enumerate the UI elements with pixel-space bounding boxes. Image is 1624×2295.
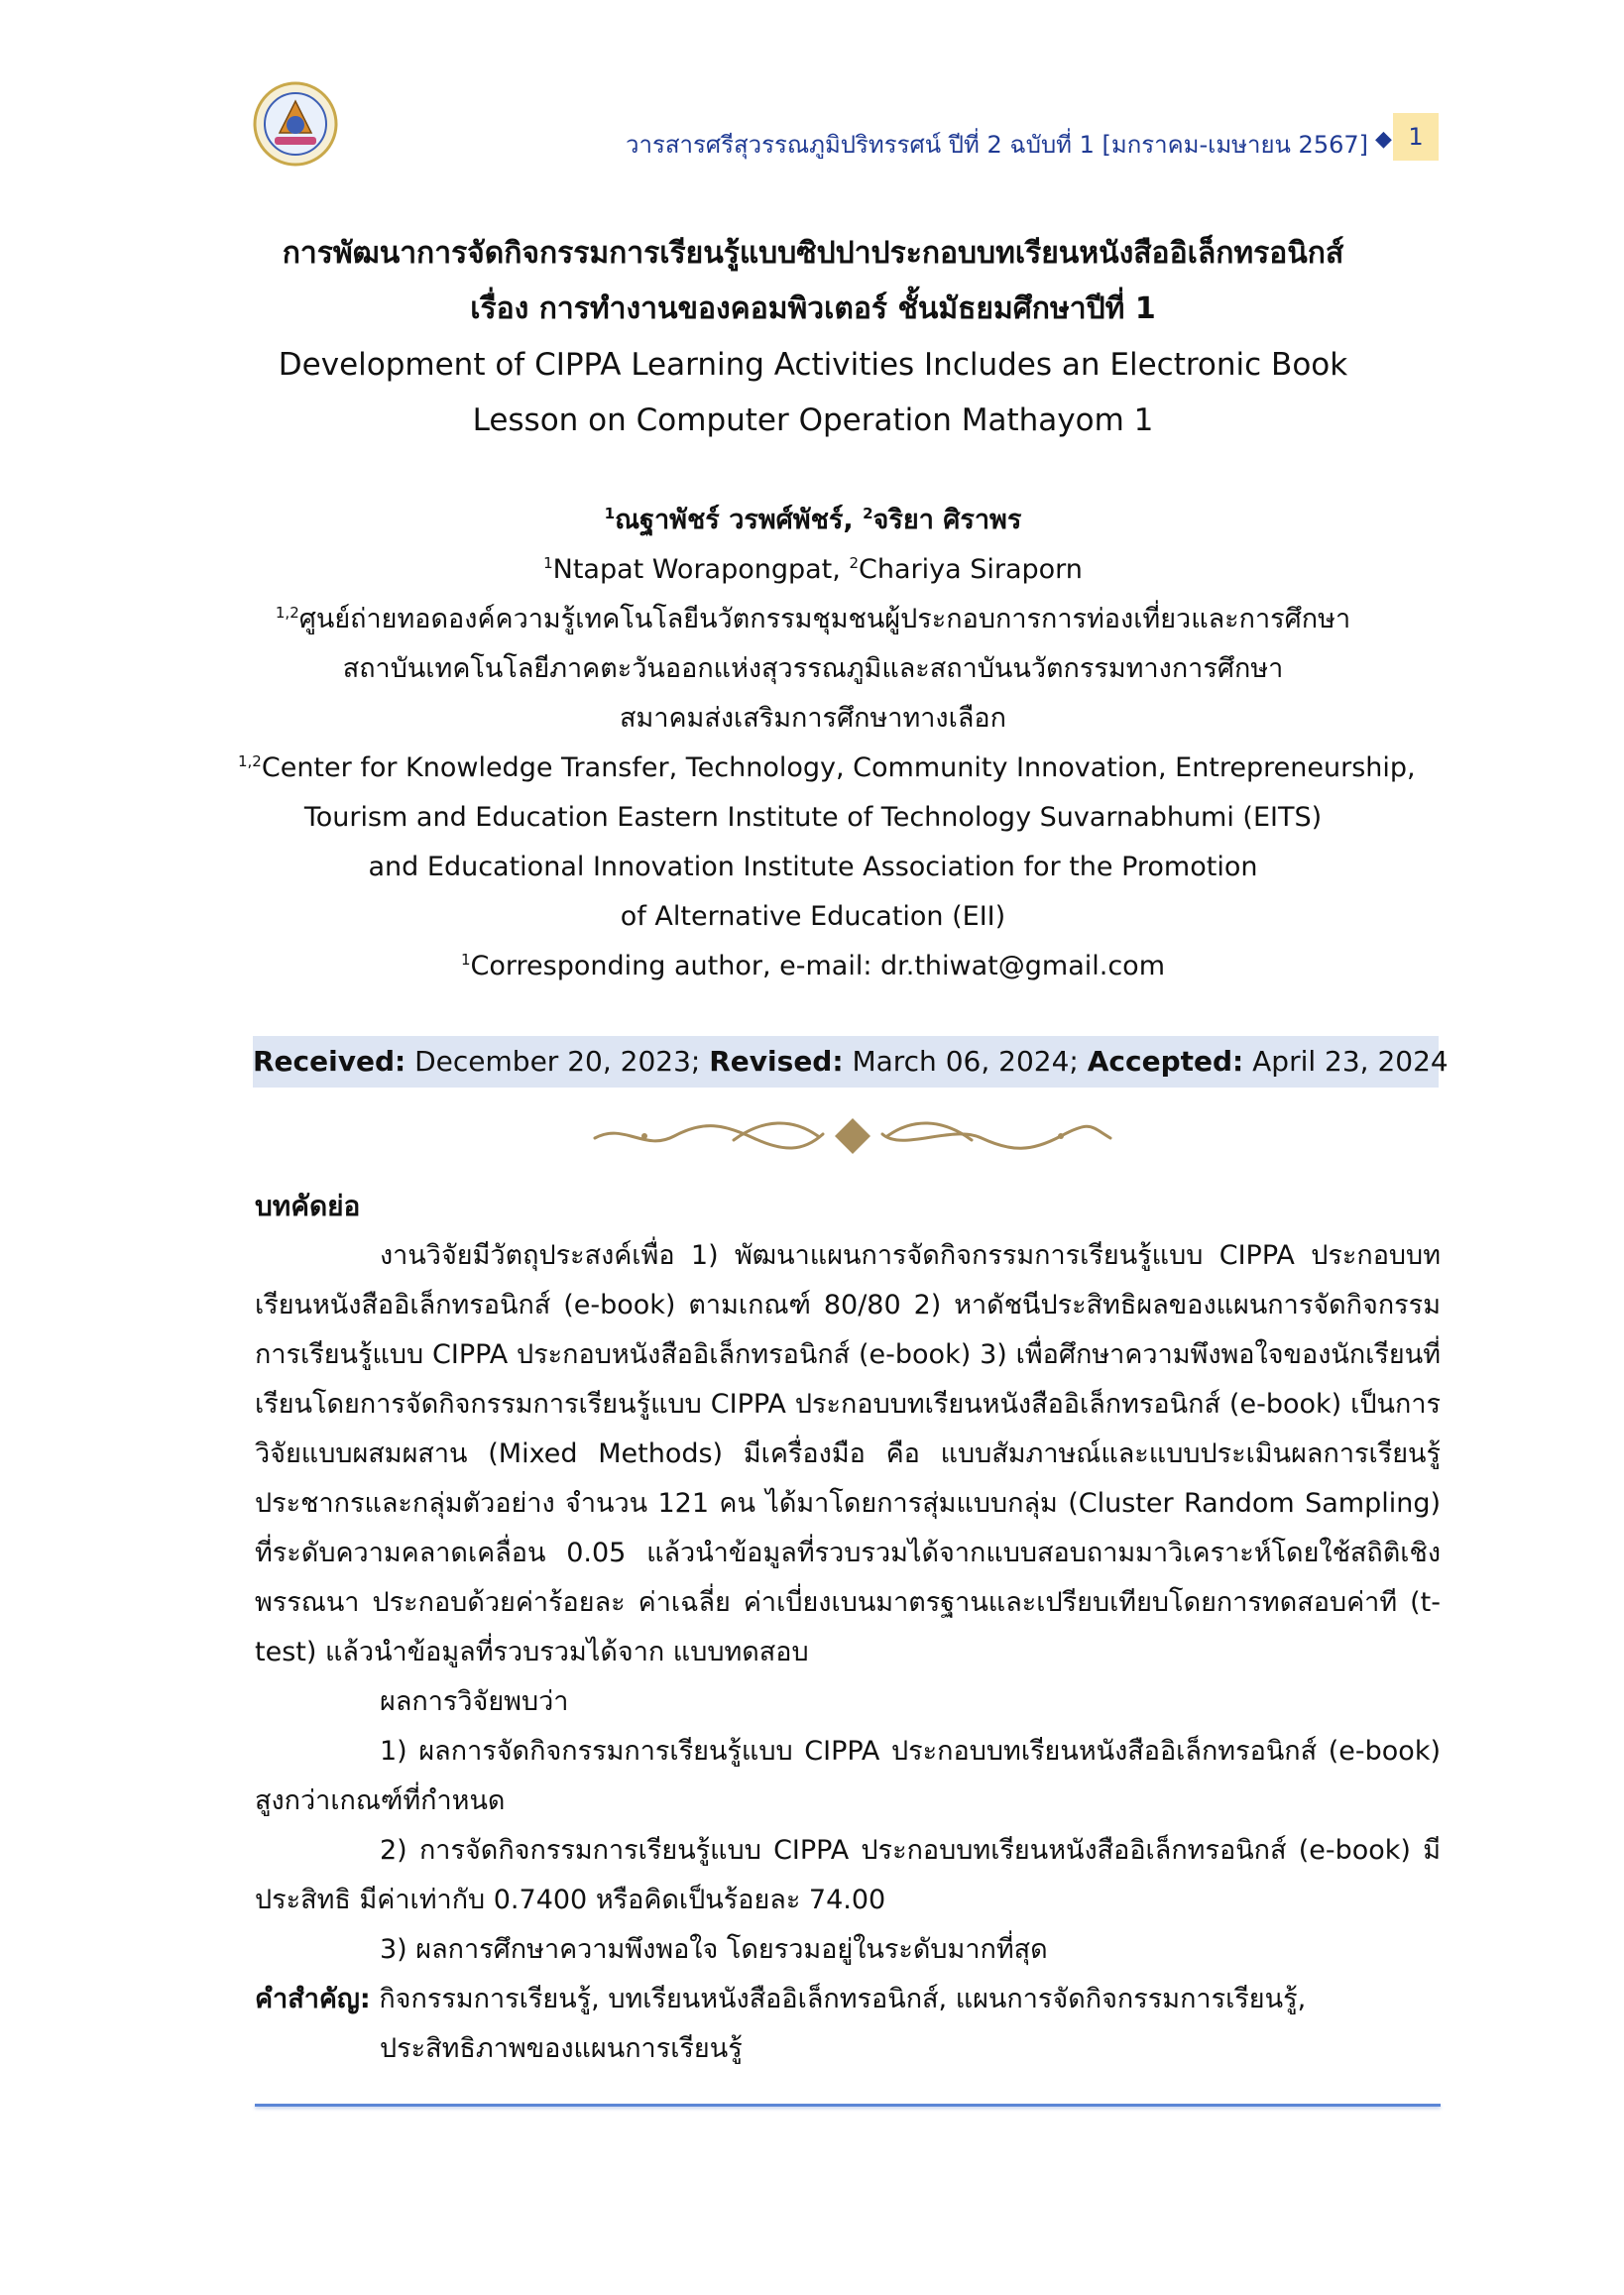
- abstract-paragraph-1: งานวิจัยมีวัตถุประสงค์เพื่อ 1) พัฒนาแผนการจัดกิจกรรมการเรียนรู้แบบ CIPPA ประกอบบทเรียนหนังสืออิเล็กทรอนิกส์ (e-book) ตามเกณฑ์ 80/80 2) หาดัชนีประสิทธิผลของแผนการจัดกิจกรรมการเรียนรู้แบบ CIPPA ประกอบหนังสืออิเล็กทรอนิกส์ (e-book) 3) เพื่อศึกษาความพึงพอใจของนักเรียนที่เรียนโดยการจัดกิจกรรมการเรียนรู้แบบ CIPPA ประกอบบทเรียนหนังสืออิเล็กทรอนิกส์ (e-book) เป็นการวิจัยแบบผสมผสาน (Mixed Methods) มีเครื่องมือ คือ แบบสัมภาษณ์และแบบประเมินผลการเรียนรู้ ประชากรและกลุ่มตัวอย่าง จำนวน 121 คน ได้มาโดยการสุ่มแบบกลุ่ม (Cluster Random Sampling) ที่ระดับความคลาดเคลื่อน 0.05 แล้วนำข้อมูลที่รวบรวมได้จากแบบสอบถามมาวิเคราะห์โดยใช้สถิติเชิงพรรณนา ประกอบด้วยค่าร้อยละ ค่าเฉลี่ย ค่าเบี่ยงเบนมาตรฐานและเปรียบเทียบโดยการทดสอบค่าที (t-test) แล้วนำข้อมูลที่รวบรวมได้จาก แบบทดสอบ: [255, 1240, 1441, 1667]
- title-en-line-1: Development of CIPPA Learning Activities Includes an Electronic Book: [278, 347, 1348, 383]
- keywords: คำสำคัญ: กิจกรรมการเรียนรู้, บทเรียนหนังสืออิเล็กทรอนิกส์, แผนการจัดกิจกรรมการเรียนรู้,: [255, 1984, 1307, 2014]
- title-en-line-2: Lesson on Computer Operation Mathayom 1: [472, 402, 1154, 438]
- author-block: [238, 496, 1416, 991]
- submission-dates: Received: December 20, 2023; Revised: March 06, 2024; Accepted: April 23, 2024: [253, 1036, 1439, 1088]
- affiliation-en-4: of Alternative Education (EII): [620, 901, 1006, 932]
- abstract-section: [255, 1182, 1441, 2074]
- title-th-line-1: การพัฒนาการจัดกิจกรรมการเรียนรู้แบบซิปปาประกอบบทเรียนหนังสืออิเล็กทรอนิกส์: [282, 236, 1344, 271]
- abstract-heading: บทคัดย่อ: [255, 1190, 361, 1222]
- keywords-continued: ประสิทธิภาพของแผนการเรียนรู้: [380, 2033, 743, 2064]
- footer-rule: [255, 2104, 1441, 2107]
- journal-header: วารสารศรีสุวรรณภูมิปริทรรศน์ ปีที่ 2 ฉบับที่ 1 [มกราคม-เมษายน 2567]: [625, 131, 1368, 159]
- diamond-icon: ◆: [1375, 127, 1392, 152]
- affiliation-th-2: สถาบันเทคโนโลยีภาคตะวันออกแห่งสุวรรณภูมิและสถาบันนวัตกรรมทางการศึกษา: [342, 653, 1284, 684]
- authors-en: $^1$Ntapat Worapongpat, $^2$Chariya Siraporn: [543, 554, 1083, 585]
- page-number: 1: [1393, 113, 1439, 161]
- paper-title: [238, 226, 1388, 448]
- university-seal-icon: [253, 81, 338, 167]
- abstract-finding-3: 3) ผลการศึกษาความพึงพอใจ โดยรวมอยู่ในระดับมากที่สุด: [380, 1934, 1048, 1965]
- abstract-paragraph-2: ผลการวิจัยพบว่า: [380, 1686, 569, 1717]
- affiliation-en-3: and Educational Innovation Institute Association for the Promotion: [368, 852, 1258, 882]
- affiliation-en-1: $^{1,2}$Center for Knowledge Transfer, Technology, Community Innovation, Entrepreneurship,: [238, 752, 1416, 783]
- title-th-line-2: เรื่อง การทำงานของคอมพิวเตอร์ ชั้นมัธยมศึกษาปีที่ 1: [470, 291, 1156, 326]
- affiliation-th-1: $^{1,2}$ศูนย์ถ่ายทอดองค์ความรู้เทคโนโลยีนวัตกรรมชุมชนผู้ประกอบการการท่องเที่ยวและการศึกษา: [275, 604, 1351, 634]
- affiliation-en-2: Tourism and Education Eastern Institute of Technology Suvarnabhumi (EITS): [303, 802, 1323, 833]
- abstract-finding-1: 1) ผลการจัดกิจกรรมการเรียนรู้แบบ CIPPA ประกอบบทเรียนหนังสืออิเล็กทรอนิกส์ (e-book) สูงกว่าเกณฑ์ที่กำหนด: [255, 1736, 1441, 1816]
- affiliation-th-3: สมาคมส่งเสริมการศึกษาทางเลือก: [620, 703, 1006, 734]
- authors-th: $^1$ณฐาพัชร์ วรพศ์พัชร์, $^2$จริยา ศิราพร: [604, 505, 1022, 535]
- corresponding-author: $^1$Corresponding author, e-mail: dr.thiwat@gmail.com: [461, 951, 1165, 981]
- abstract-finding-2: 2) การจัดกิจกรรมการเรียนรู้แบบ CIPPA ประกอบบทเรียนหนังสืออิเล็กทรอนิกส์ (e-book) มีประสิทธิ มีค่าเท่ากับ 0.7400 หรือคิดเป็นร้อยละ 74.00: [255, 1835, 1441, 1915]
- ornament-divider-icon: [585, 1112, 1120, 1160]
